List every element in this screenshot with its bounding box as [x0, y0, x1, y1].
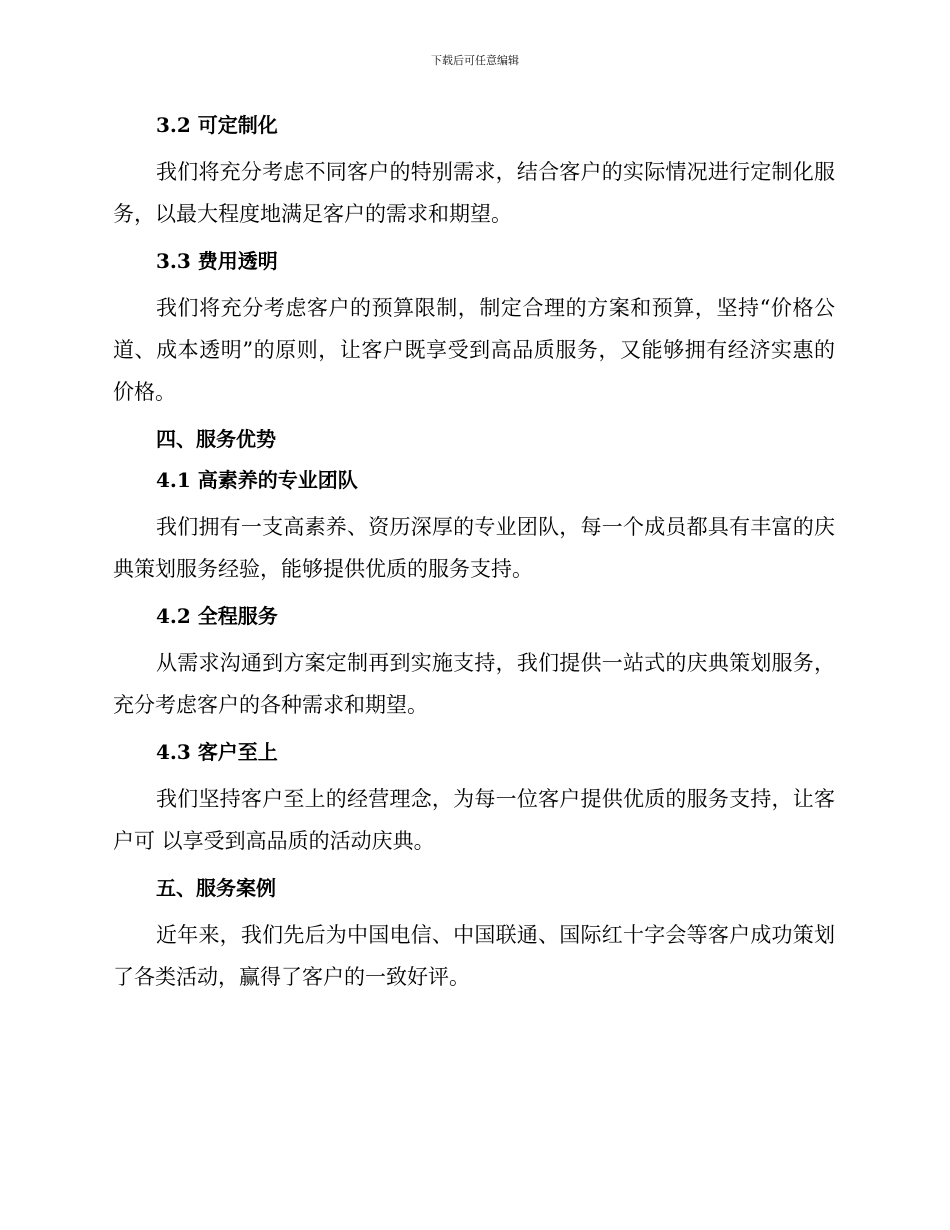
paragraph-3-3: 我们将充分考虑客户的预算限制，制定合理的方案和预算，坚持“价格公道、成本透明”的原则，让客户既享受到高品质服务，又能够拥有经济实惠的价格。: [113, 296, 835, 404]
heading-section-5: 五、服务案例: [156, 876, 276, 900]
paragraph-4-2: 从需求沟通到方案定制再到实施支持，我们提供一站式的庆典策划服务，充分考虑客户的各种需求和期望。: [113, 651, 835, 717]
paragraph-5: 近年来，我们先后为中国电信、中国联通、国际红十字会等客户成功策划了各类活动，赢得了客户的一致好评。: [113, 923, 835, 989]
paragraph-4-1: 我们拥有一支高素养、资历深厚的专业团队，每一个成员都具有丰富的庆典策划服务经验，能够提供优质的服务支持。: [113, 515, 835, 581]
page-header: 下载后可任意编辑: [431, 54, 519, 67]
paragraph-4-3: 我们坚持客户至上的经营理念，为每一位客户提供优质的服务支持，让客户可 以享受到高品质的活动庆典。: [113, 787, 835, 853]
heading-4-2: 4.2 全程服务: [156, 604, 278, 628]
heading-4-3: 4.3 客户至上: [156, 740, 278, 764]
paragraph-3-2: 我们将充分考虑不同客户的特别需求，结合客户的实际情况进行定制化服务，以最大程度地满足客户的需求和期望。: [113, 160, 835, 226]
heading-section-4: 四、服务优势: [156, 427, 276, 451]
heading-3-2: 3.2 可定制化: [156, 113, 278, 137]
heading-4-1: 4.1 高素养的专业团队: [156, 468, 358, 492]
heading-3-3: 3.3 费用透明: [156, 249, 278, 273]
document-body: [113, 110, 835, 998]
